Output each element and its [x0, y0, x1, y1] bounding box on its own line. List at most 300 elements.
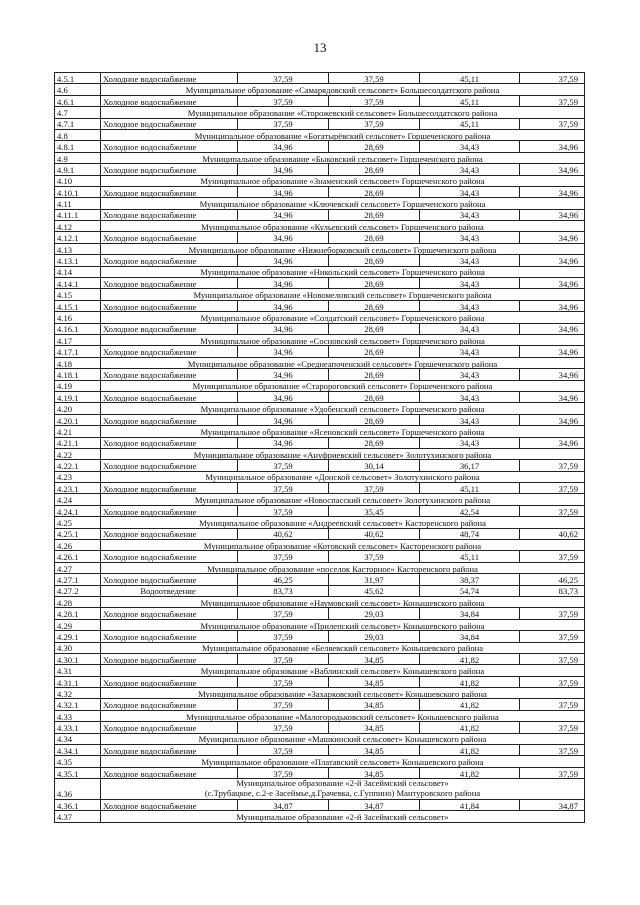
- municipality-header: Муниципальное образование «Беляевский сельсовет» Конышевского района: [101, 642, 585, 653]
- page-number: 13: [313, 40, 327, 55]
- service-name: Холодное водоснабжение: [101, 767, 238, 778]
- service-name: Холодное водоснабжение: [101, 186, 238, 197]
- tariff-value: 37,59: [329, 483, 420, 494]
- tariff-value: 34,84: [420, 631, 520, 642]
- municipality-header: Муниципальное образование «Андреевский сельсовет» Касторенского района: [101, 517, 585, 528]
- table-row: [55, 699, 585, 710]
- section-header-row: [55, 380, 585, 391]
- service-name: Холодное водоснабжение: [101, 653, 238, 664]
- service-name: Холодное водоснабжение: [101, 232, 238, 243]
- service-name: Водоотведение: [101, 585, 238, 596]
- tariff-value: 38,37: [420, 574, 520, 585]
- tariff-value: 34,43: [420, 369, 520, 380]
- municipality-header: Муниципальное образование «Старороговский сельсовет» Горшеченского района: [101, 380, 585, 391]
- row-number: 4.24: [55, 494, 101, 505]
- section-header-row: [55, 562, 585, 573]
- row-number: 4.8.1: [55, 141, 101, 152]
- row-number: 4.34: [55, 733, 101, 744]
- tariff-value: 48,74: [420, 528, 520, 539]
- tariff-value: 34,96: [520, 141, 585, 152]
- row-number: 4.7.1: [55, 118, 101, 129]
- row-number: 4.32: [55, 688, 101, 699]
- tariff-value: 34,96: [238, 300, 329, 311]
- tariff-value: 37,59: [520, 551, 585, 562]
- tariff-value: 40,62: [238, 528, 329, 539]
- tariff-value: 45,62: [329, 585, 420, 596]
- row-number: 4.16.1: [55, 323, 101, 334]
- table-row: [55, 164, 585, 175]
- row-number: 4.13: [55, 243, 101, 254]
- row-number: 4.31: [55, 665, 101, 676]
- tariff-value: 37,59: [238, 551, 329, 562]
- tariff-value: 40,62: [329, 528, 420, 539]
- tariff-value: 34,43: [420, 232, 520, 243]
- municipality-header: Муниципальное образование «Кульевский сельсовет» Горшеченского района: [101, 221, 585, 232]
- section-header-row: [55, 243, 585, 254]
- tariff-value: 54,74: [420, 585, 520, 596]
- tariff-value: 34,43: [420, 186, 520, 197]
- row-number: 4.25.1: [55, 528, 101, 539]
- service-name: Холодное водоснабжение: [101, 437, 238, 448]
- tariff-value: 34,96: [238, 255, 329, 266]
- tariff-value: 37,59: [329, 73, 420, 84]
- service-name: Холодное водоснабжение: [101, 745, 238, 756]
- section-header-row: [55, 107, 585, 118]
- municipality-header: Муниципальное образование «Ясеновский сельсовет» Горшеченского района: [101, 426, 585, 437]
- row-number: 4.35.1: [55, 767, 101, 778]
- tariff-value: 34,43: [420, 300, 520, 311]
- row-number: 4.17: [55, 334, 101, 345]
- table-row: [55, 95, 585, 106]
- service-name: Холодное водоснабжение: [101, 505, 238, 516]
- section-header-row: [55, 426, 585, 437]
- row-number: 4.30.1: [55, 653, 101, 664]
- section-header-row: [55, 619, 585, 630]
- section-header-row: [55, 733, 585, 744]
- tariff-value: 41,82: [420, 653, 520, 664]
- tariff-value: 28,69: [329, 300, 420, 311]
- municipality-header: Муниципальное образование «Котовский сельсовет» Касторенского района: [101, 540, 585, 551]
- tariff-value: 34,96: [238, 164, 329, 175]
- table-row: [55, 745, 585, 756]
- section-header-row: [55, 756, 585, 767]
- table-row: [55, 300, 585, 311]
- tariff-value: 34,87: [238, 799, 329, 810]
- table-row: [55, 505, 585, 516]
- table-row: [55, 631, 585, 642]
- municipality-header: Муниципальное образование «Ключевский сельсовет» Горшеченского района: [101, 198, 585, 209]
- section-header-row: [55, 494, 585, 505]
- municipality-header: [101, 779, 585, 800]
- section-header-row: [55, 665, 585, 676]
- table-row: [55, 767, 585, 778]
- row-number: 4.32.1: [55, 699, 101, 710]
- row-number: 4.35: [55, 756, 101, 767]
- row-number: 4.9.1: [55, 164, 101, 175]
- row-number: 4.22.1: [55, 460, 101, 471]
- table-row: [55, 346, 585, 357]
- row-number: 4.33.1: [55, 722, 101, 733]
- section-header-row: [55, 312, 585, 323]
- table-row: [55, 118, 585, 129]
- service-name: Холодное водоснабжение: [101, 164, 238, 175]
- section-header-row: [55, 403, 585, 414]
- section-header-row: [55, 710, 585, 721]
- section-header-row: [55, 84, 585, 95]
- service-name: Холодное водоснабжение: [101, 574, 238, 585]
- row-number: 4.14: [55, 266, 101, 277]
- table-row: [55, 551, 585, 562]
- tariff-value: 37,59: [238, 722, 329, 733]
- section-header-row: [55, 779, 585, 800]
- tariff-value: 37,59: [520, 767, 585, 778]
- table-row: [55, 574, 585, 585]
- row-number: 4.16: [55, 312, 101, 323]
- tariff-value: 34,96: [238, 232, 329, 243]
- municipality-header: Муниципальное образование «Удобенский сельсовет» Горшеченского района: [101, 403, 585, 414]
- row-number: 4.34.1: [55, 745, 101, 756]
- tariff-value: 34,43: [420, 414, 520, 425]
- tariff-value: 36,17: [420, 460, 520, 471]
- service-name: Холодное водоснабжение: [101, 255, 238, 266]
- table-row: [55, 460, 585, 471]
- tariff-value: 37,59: [238, 95, 329, 106]
- tariff-value: 34,96: [520, 437, 585, 448]
- section-header-row: [55, 688, 585, 699]
- tariff-value: 30,14: [329, 460, 420, 471]
- table-row: [55, 323, 585, 334]
- tariff-value: 28,69: [329, 346, 420, 357]
- row-number: 4.26.1: [55, 551, 101, 562]
- tariff-value: 28,69: [329, 369, 420, 380]
- row-number: 4.28.1: [55, 608, 101, 619]
- table-row: [55, 278, 585, 289]
- service-name: Холодное водоснабжение: [101, 551, 238, 562]
- table-row: [55, 585, 585, 596]
- table-row: [55, 255, 585, 266]
- section-header-row: [55, 540, 585, 551]
- tariff-value: 29,03: [329, 608, 420, 619]
- tariff-value: 34,96: [238, 437, 329, 448]
- tariff-value: 34,87: [329, 799, 420, 810]
- tariff-value: 41,84: [420, 799, 520, 810]
- tariff-value: 41,82: [420, 699, 520, 710]
- section-header-row: [55, 221, 585, 232]
- municipality-header: Муниципальное образование «Ануфриевский сельсовет» Золотухинского района: [101, 448, 585, 459]
- tariff-value: 37,59: [238, 631, 329, 642]
- row-number: 4.27.2: [55, 585, 101, 596]
- service-name: Холодное водоснабжение: [101, 323, 238, 334]
- tariff-value: 42,54: [420, 505, 520, 516]
- tariff-value: 34,96: [238, 323, 329, 334]
- tariff-value: 37,59: [238, 767, 329, 778]
- row-number: 4.12.1: [55, 232, 101, 243]
- row-number: 4.18.1: [55, 369, 101, 380]
- service-name: Холодное водоснабжение: [101, 118, 238, 129]
- tariff-value: 37,59: [520, 95, 585, 106]
- tariff-value: 37,59: [520, 73, 585, 84]
- tariff-value: 41,82: [420, 676, 520, 687]
- tariff-value: 45,11: [420, 551, 520, 562]
- tariff-value: 40,62: [520, 528, 585, 539]
- municipality-header: Муниципальное образование «Нижнеборковский сельсовет» Горшеченского района: [101, 243, 585, 254]
- tariff-value: 34,96: [520, 414, 585, 425]
- tariff-value: 34,96: [520, 255, 585, 266]
- tariff-value: 37,59: [329, 551, 420, 562]
- row-number: 4.21.1: [55, 437, 101, 448]
- row-number: 4.24.1: [55, 505, 101, 516]
- municipality-header: Муниципальное образование «Малогородьковский сельсовет» Конышевского района: [101, 710, 585, 721]
- tariff-value: 29,03: [329, 631, 420, 642]
- section-header-row: [55, 642, 585, 653]
- tariff-value: 34,85: [329, 653, 420, 664]
- table-row: [55, 369, 585, 380]
- row-number: 4.23: [55, 471, 101, 482]
- municipality-header: Муниципальное образование «Никольский сельсовет» Горшеченского района: [101, 266, 585, 277]
- municipality-header: Муниципальное образование «Сосновский сельсовет» Горшеченского района: [101, 334, 585, 345]
- tariff-value: 34,43: [420, 323, 520, 334]
- tariff-value: 34,43: [420, 141, 520, 152]
- tariff-value: 34,96: [238, 278, 329, 289]
- tariff-value: 37,59: [238, 745, 329, 756]
- tariff-value: 37,59: [329, 118, 420, 129]
- tariff-value: 34,85: [329, 767, 420, 778]
- tariff-value: 28,69: [329, 141, 420, 152]
- tariff-value: 34,96: [238, 346, 329, 357]
- service-name: Холодное водоснабжение: [101, 414, 238, 425]
- service-name: Холодное водоснабжение: [101, 278, 238, 289]
- tariff-value: 37,59: [238, 653, 329, 664]
- table-row: [55, 799, 585, 810]
- table-row: [55, 414, 585, 425]
- tariff-value: 34,43: [420, 164, 520, 175]
- tariff-value: 28,69: [329, 186, 420, 197]
- tariff-value: 28,69: [329, 232, 420, 243]
- tariff-value: 37,59: [520, 118, 585, 129]
- tariff-value: 83,73: [520, 585, 585, 596]
- service-name: Холодное водоснабжение: [101, 391, 238, 402]
- row-number: 4.14.1: [55, 278, 101, 289]
- tariff-value: 37,59: [520, 676, 585, 687]
- tariff-value: 28,69: [329, 391, 420, 402]
- tariff-value: 34,96: [520, 278, 585, 289]
- service-name: Холодное водоснабжение: [101, 631, 238, 642]
- tariff-value: 37,59: [520, 631, 585, 642]
- municipality-header-line: Муниципальное образование «2-й Засеймский сельсовет»: [236, 778, 449, 789]
- service-name: Холодное водоснабжение: [101, 799, 238, 810]
- row-number: 4.6.1: [55, 95, 101, 106]
- tariff-value: 37,59: [520, 745, 585, 756]
- row-number: 4.26: [55, 540, 101, 551]
- row-number: 4.23.1: [55, 483, 101, 494]
- tariff-value: 83,73: [238, 585, 329, 596]
- table-row: [55, 437, 585, 448]
- tariff-value: 28,69: [329, 414, 420, 425]
- service-name: Холодное водоснабжение: [101, 95, 238, 106]
- row-number: 4.29: [55, 619, 101, 630]
- row-number: 4.22: [55, 448, 101, 459]
- tariff-value: 28,69: [329, 255, 420, 266]
- service-name: Холодное водоснабжение: [101, 608, 238, 619]
- row-number: 4.13.1: [55, 255, 101, 266]
- section-header-row: [55, 471, 585, 482]
- row-number: 4.27.1: [55, 574, 101, 585]
- tariff-value: 34,96: [520, 369, 585, 380]
- municipality-header: Муниципальное образование «Прилепский сельсовет» Конышевского района: [101, 619, 585, 630]
- tariff-value: 34,84: [420, 608, 520, 619]
- municipality-header: Муниципальное образование «Знаменский сельсовет» Горшеченского района: [101, 175, 585, 186]
- table-row: [55, 528, 585, 539]
- tariff-value: 37,59: [238, 118, 329, 129]
- row-number: 4.30: [55, 642, 101, 653]
- row-number: 4.5.1: [55, 73, 101, 84]
- tariff-value: 34,96: [520, 209, 585, 220]
- service-name: Холодное водоснабжение: [101, 483, 238, 494]
- municipality-header: Муниципальное образование «2-й Засеймский сельсовет»: [101, 811, 585, 822]
- row-number: 4.19.1: [55, 391, 101, 402]
- service-name: Холодное водоснабжение: [101, 346, 238, 357]
- tariff-value: 34,87: [520, 799, 585, 810]
- municipality-header: Муниципальное образование «Богатырёвский сельсовет» Горшеченского района: [101, 129, 585, 140]
- tariff-table-body: [55, 73, 585, 823]
- tariff-value: 37,59: [520, 505, 585, 516]
- municipality-header: Муниципальное образование «Солдатский сельсовет» Горшеченского района: [101, 312, 585, 323]
- tariff-value: 34,96: [238, 209, 329, 220]
- table-row: [55, 232, 585, 243]
- tariff-value: 37,59: [238, 699, 329, 710]
- municipality-header: Муниципальное образование «Донской сельсовет» Золотухинского района: [101, 471, 585, 482]
- tariff-value: 34,85: [329, 699, 420, 710]
- section-header-row: [55, 129, 585, 140]
- municipality-header: Муниципальное образование «Быковский сельсовет» Горшеченского района: [101, 152, 585, 163]
- municipality-header: Муниципальное образование «Платавский сельсовет» Конышевского района: [101, 756, 585, 767]
- row-number: 4.18: [55, 357, 101, 368]
- tariff-value: 34,96: [520, 232, 585, 243]
- tariff-value: 34,96: [238, 141, 329, 152]
- tariff-value: 37,59: [520, 608, 585, 619]
- tariff-value: 35,45: [329, 505, 420, 516]
- row-number: 4.20.1: [55, 414, 101, 425]
- tariff-value: 34,43: [420, 209, 520, 220]
- service-name: Холодное водоснабжение: [101, 141, 238, 152]
- section-header-row: [55, 448, 585, 459]
- tariff-value: 28,69: [329, 209, 420, 220]
- row-number: 4.29.1: [55, 631, 101, 642]
- section-header-row: [55, 198, 585, 209]
- tariff-value: 37,59: [520, 699, 585, 710]
- municipality-header: Муниципальное образование «Машкинский сельсовет» Конышевского района: [101, 733, 585, 744]
- tariff-value: 34,96: [520, 186, 585, 197]
- tariff-value: 34,43: [420, 255, 520, 266]
- section-header-row: [55, 357, 585, 368]
- table-row: [55, 608, 585, 619]
- tariff-value: 34,85: [329, 745, 420, 756]
- table-row: [55, 186, 585, 197]
- municipality-header: Муниципальное образование «Самарядовский сельсовет» Большесолдатского района: [101, 84, 585, 95]
- row-number: 4.28: [55, 596, 101, 607]
- tariff-value: 34,43: [420, 278, 520, 289]
- section-header-row: [55, 175, 585, 186]
- tariff-value: 45,11: [420, 95, 520, 106]
- section-header-row: [55, 289, 585, 300]
- tariff-value: 34,96: [238, 391, 329, 402]
- section-header-row: [55, 811, 585, 822]
- table-row: [55, 141, 585, 152]
- municipality-header: Муниципальное образование «Среднеапоченский сельсовет» Горшеченского района: [101, 357, 585, 368]
- row-number: 4.31.1: [55, 676, 101, 687]
- tariff-value: 28,69: [329, 323, 420, 334]
- table-row: [55, 653, 585, 664]
- row-number: 4.11.1: [55, 209, 101, 220]
- tariff-value: 34,96: [520, 391, 585, 402]
- section-header-row: [55, 596, 585, 607]
- tariff-value: 37,59: [238, 73, 329, 84]
- row-number: 4.9: [55, 152, 101, 163]
- row-number: 4.21: [55, 426, 101, 437]
- municipality-header: Муниципальное образование «Новоспасский сельсовет» Золотухинского района: [101, 494, 585, 505]
- table-row: [55, 73, 585, 84]
- municipality-header-line: (с.Трубацкое, с.2-е Засеймье,д.Грачевка, с.Гуппино) Мантуровского района: [204, 788, 481, 799]
- tariff-value: 37,59: [238, 460, 329, 471]
- tariff-value: 37,59: [329, 95, 420, 106]
- table-row: [55, 483, 585, 494]
- tariff-value: 46,25: [520, 574, 585, 585]
- service-name: Холодное водоснабжение: [101, 209, 238, 220]
- tariff-value: 37,59: [520, 460, 585, 471]
- row-number: 4.37: [55, 811, 101, 822]
- tariff-value: 34,96: [520, 346, 585, 357]
- tariff-value: 28,69: [329, 437, 420, 448]
- municipality-header: Муниципальное образование «поселок Касторное» Касторенского района: [101, 562, 585, 573]
- table-row: [55, 209, 585, 220]
- service-name: Холодное водоснабжение: [101, 460, 238, 471]
- table-row: [55, 676, 585, 687]
- service-name: Холодное водоснабжение: [101, 676, 238, 687]
- row-number: 4.36.1: [55, 799, 101, 810]
- tariff-value: 34,96: [238, 186, 329, 197]
- tariff-value: 34,43: [420, 346, 520, 357]
- tariff-value: 34,96: [238, 369, 329, 380]
- service-name: Холодное водоснабжение: [101, 73, 238, 84]
- row-number: 4.7: [55, 107, 101, 118]
- tariff-value: 37,59: [238, 608, 329, 619]
- tariff-value: 37,59: [238, 483, 329, 494]
- tariff-value: 41,82: [420, 767, 520, 778]
- tariff-value: 34,43: [420, 391, 520, 402]
- tariff-value: 31,97: [329, 574, 420, 585]
- section-header-row: [55, 517, 585, 528]
- service-name: Холодное водоснабжение: [101, 300, 238, 311]
- tariff-value: 37,59: [520, 653, 585, 664]
- tariff-value: 45,11: [420, 483, 520, 494]
- service-name: Холодное водоснабжение: [101, 369, 238, 380]
- municipality-header: Муниципальное образование «Сторожевский сельсовет» Большесолдатского района: [101, 107, 585, 118]
- municipality-header: Муниципальное образование «Новомеловский сельсовет» Горшеченского района: [101, 289, 585, 300]
- tariff-value: 34,85: [329, 676, 420, 687]
- municipality-header: Муниципальное образование «Ваблинский сельсовет» Конышевского района: [101, 665, 585, 676]
- tariff-value: 34,96: [520, 300, 585, 311]
- row-number: 4.12: [55, 221, 101, 232]
- row-number: 4.11: [55, 198, 101, 209]
- table-row: [55, 722, 585, 733]
- tariff-value: 34,85: [329, 722, 420, 733]
- row-number: 4.8: [55, 129, 101, 140]
- municipality-header: Муниципальное образование «Захарковский сельсовет» Конышевского района: [101, 688, 585, 699]
- row-number: 4.15.1: [55, 300, 101, 311]
- tariff-value: 34,96: [520, 323, 585, 334]
- row-number: 4.36: [55, 779, 101, 800]
- section-header-row: [55, 334, 585, 345]
